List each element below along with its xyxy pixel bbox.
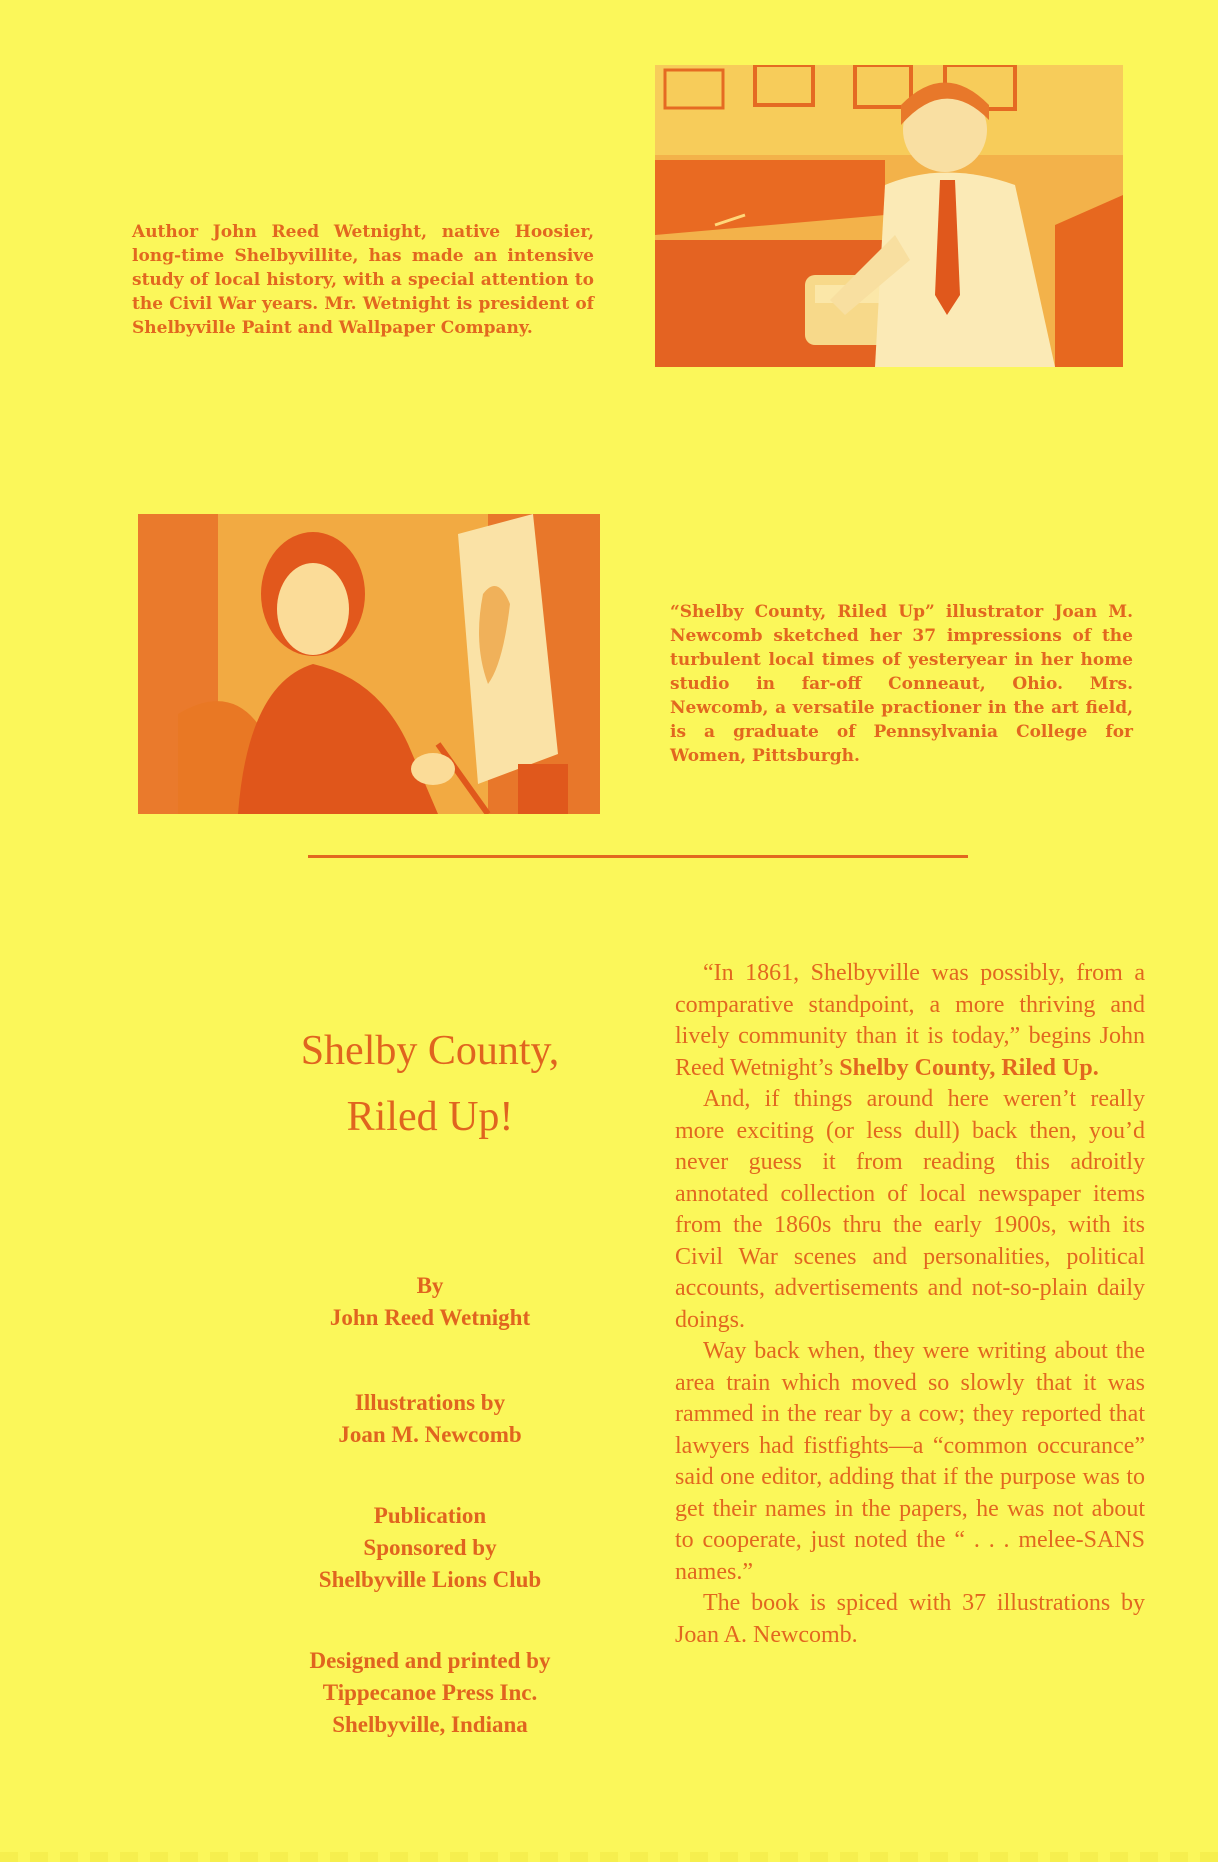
author-photo	[655, 65, 1123, 367]
divider-rule	[308, 855, 968, 858]
book-title-inline: Shelby County, Riled Up.	[839, 1054, 1099, 1081]
paragraph-1-text: “In 1861, Shelbyville was possibly, from a comparative standpoint, a more thriving and lively community than it is today,” begins John Reed Wetnight’s	[675, 960, 1145, 1081]
paragraph-1	[675, 958, 1145, 1084]
illustrator-photo	[138, 514, 600, 814]
book-title-line-1: Shelby County,	[300, 1028, 560, 1074]
printer-credit	[190, 1645, 670, 1741]
description-text	[675, 958, 1145, 1651]
author-caption: Author John Reed Wetnight, native Hoosier, long-time Shelbyvillite, has made an intensive study of local history, with a special attention to the Civil War years. Mr. Wetnight is president of Shelbyville Paint and Wallpaper Company.	[132, 222, 594, 338]
printer-name: Tippecanoe Press Inc.	[322, 1680, 538, 1705]
illustrator-credit	[190, 1387, 670, 1451]
paragraph-3: Way back when, they were writing about the area train which moved so slowly that it was rammed in the rear by a cow; they reported that lawyers had fistfights—a “common occurance” said one editor, adding that if the purpose was to get their names in the papers, he was not about to cooperate, just noted the “ . . . melee-SANS names.”	[675, 1338, 1145, 1585]
sponsor-name: Shelbyville Lions Club	[318, 1567, 542, 1592]
sponsored-by-label: Sponsored by	[363, 1535, 497, 1560]
illustrator-name: Joan M. Newcomb	[338, 1422, 522, 1447]
author-photo-image	[655, 65, 1123, 367]
book-title	[200, 1018, 660, 1150]
designed-label: Designed and printed by	[309, 1648, 551, 1673]
book-title-line-2: Riled Up!	[346, 1094, 514, 1140]
illustrations-label: Illustrations by	[354, 1390, 506, 1415]
sponsor-credit	[190, 1500, 670, 1596]
page-edge	[0, 1852, 1218, 1862]
illustrator-caption: “Shelby County, Riled Up” illustrator Joan M. Newcomb sketched her 37 impressions of the turbulent local times of yesteryear in her home studio in far-off Conneaut, Ohio. Mrs. Newcomb, a versatile practioner in the art field, is a graduate of Pennsylvania College for Women, Pittsburgh.	[670, 602, 1133, 766]
publication-label: Publication	[373, 1503, 487, 1528]
illustrator-photo-image	[138, 514, 600, 814]
printer-location: Shelbyville, Indiana	[332, 1712, 528, 1737]
paragraph-4: The book is spiced with 37 illustrations by Joan A. Newcomb.	[675, 1590, 1145, 1648]
author-name: John Reed Wetnight	[329, 1305, 531, 1330]
by-label: By	[416, 1273, 444, 1298]
paragraph-2: And, if things around here weren’t really more exciting (or less dull) back then, you’d never guess it from reading this adroitly annotated collection of local newspaper items from the 1860s thru the early 1900s, with its Civil War scenes and personalities, political accounts, advertisements and not-so-plain daily doings.	[675, 1086, 1145, 1333]
author-credit	[190, 1270, 670, 1334]
